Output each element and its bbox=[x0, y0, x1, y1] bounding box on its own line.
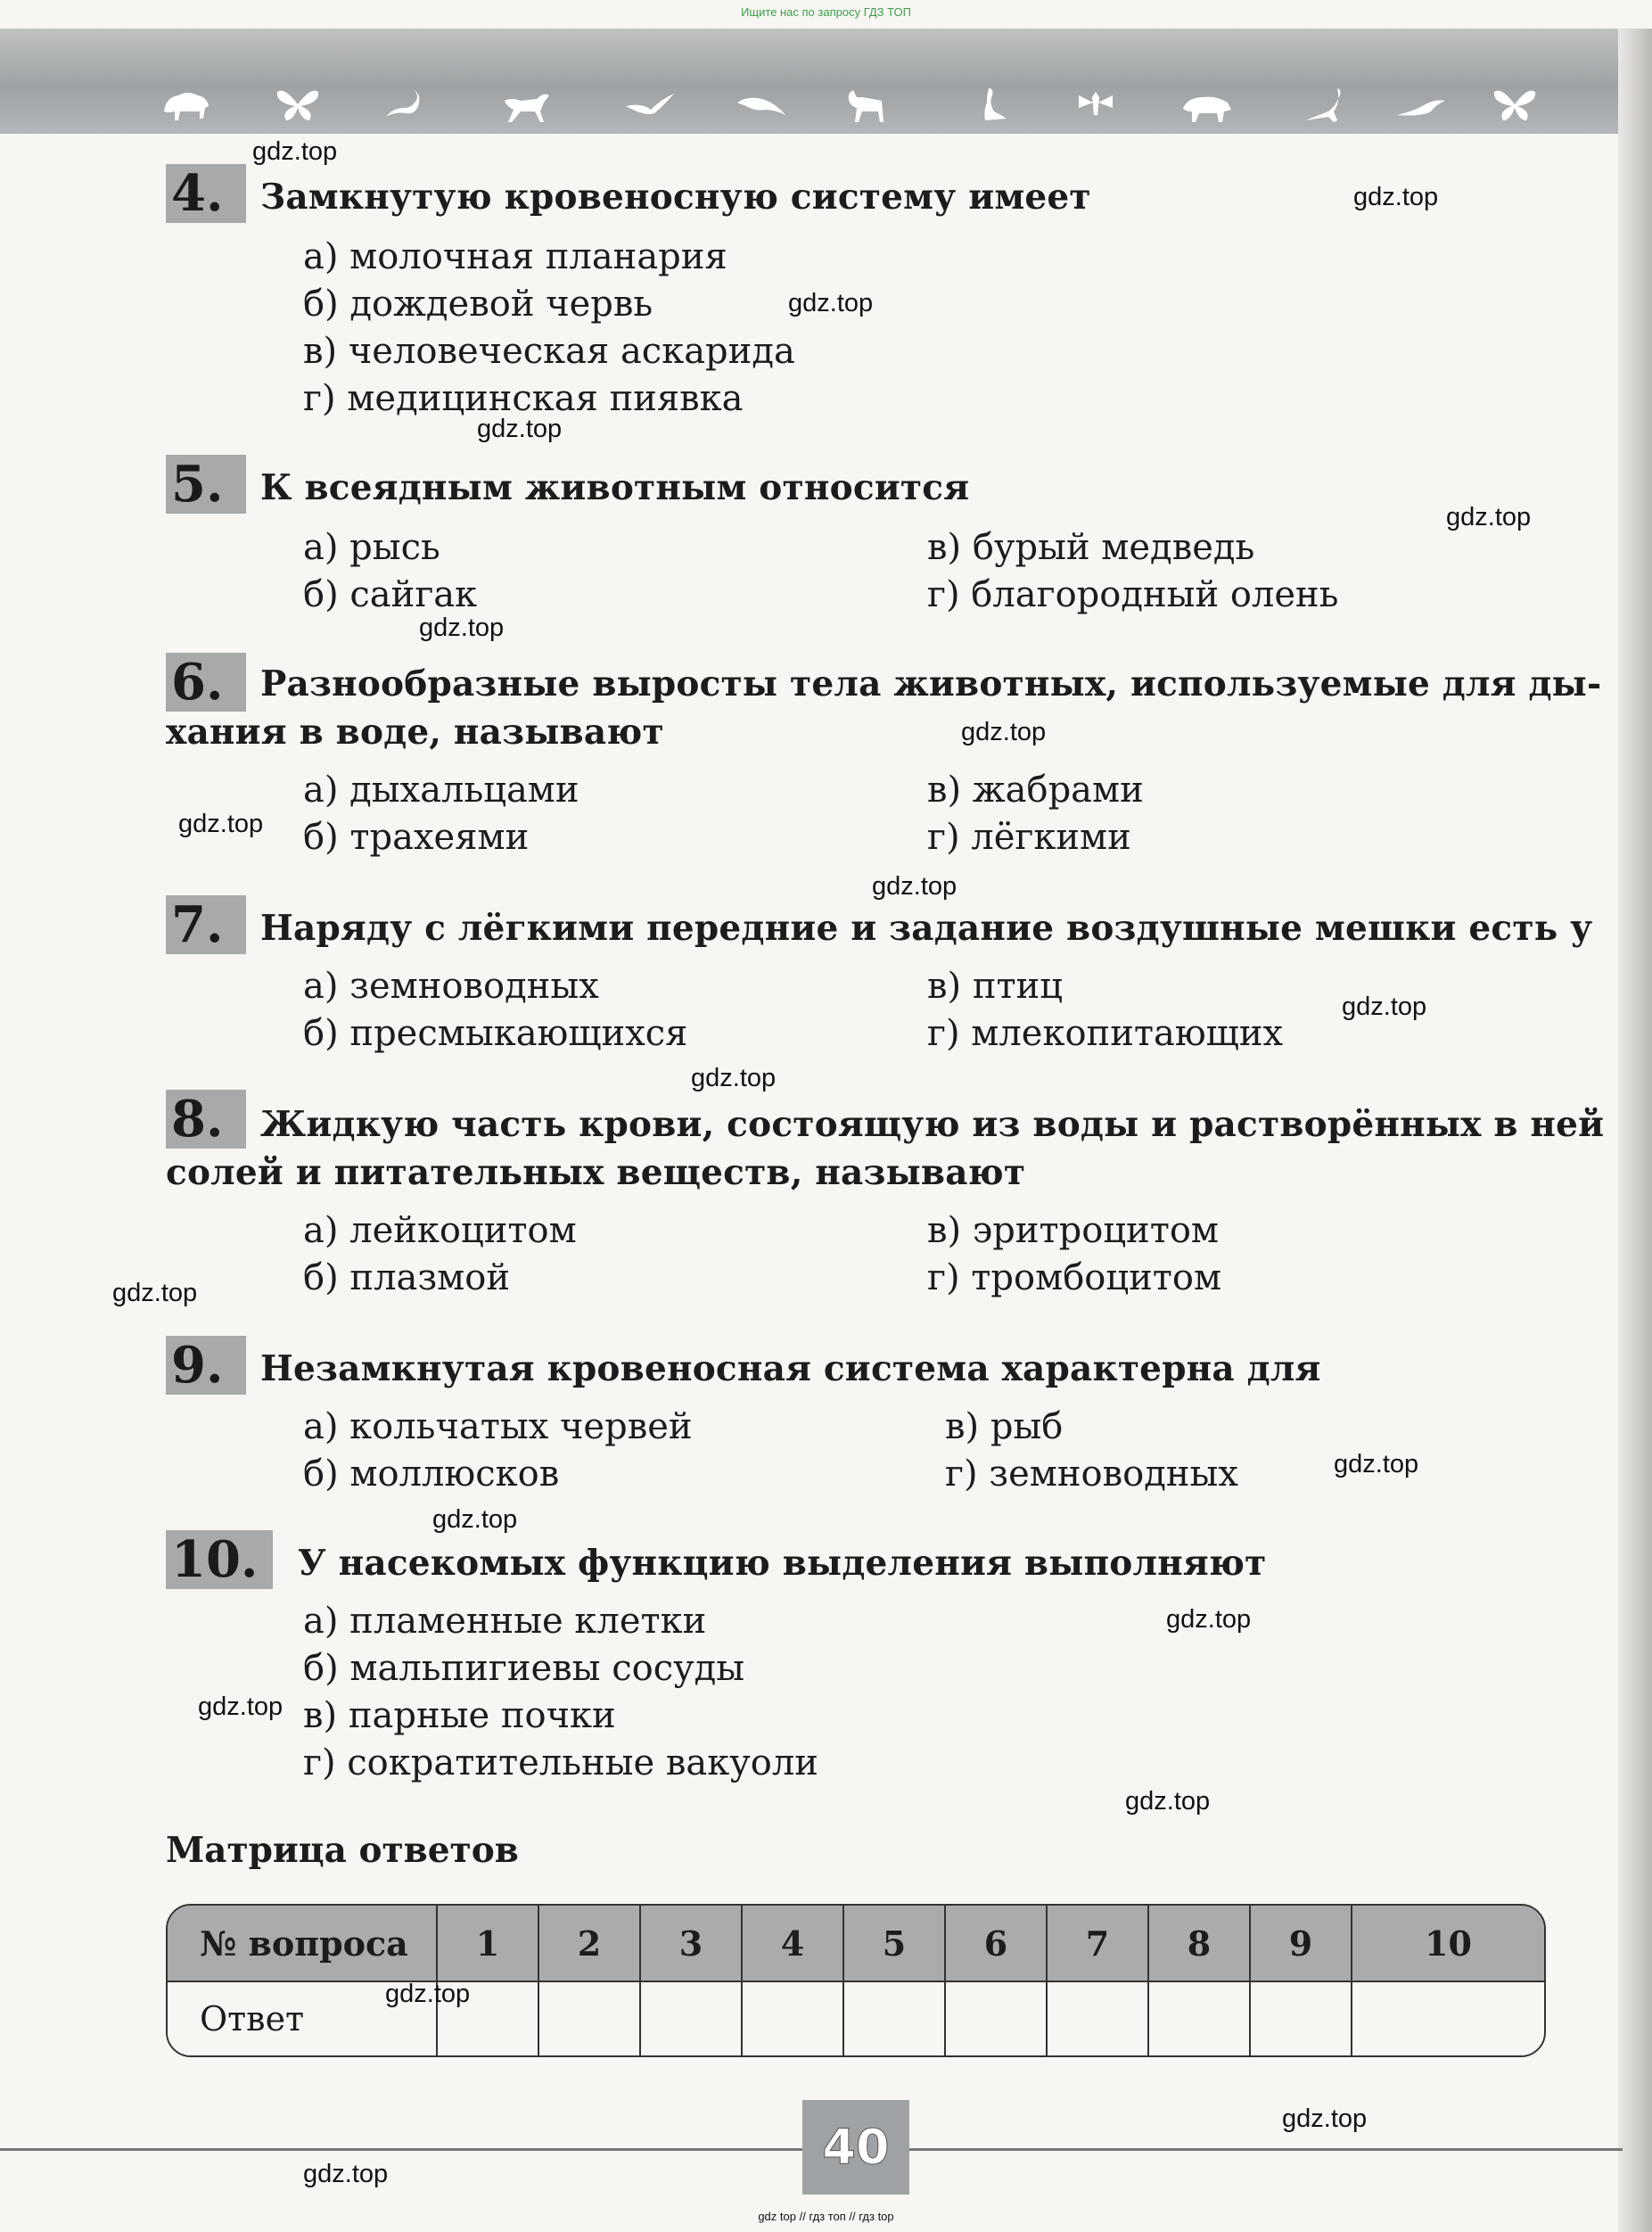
watermark: gdz.top bbox=[432, 1505, 518, 1534]
watermark: gdz.top bbox=[1125, 1787, 1211, 1816]
matrix-col-header: 3 bbox=[640, 1906, 742, 1981]
watermark: gdz.top bbox=[178, 810, 264, 838]
answer-option[interactable]: б) сайгак bbox=[303, 574, 478, 615]
footer-rule bbox=[0, 2148, 802, 2151]
bison-icon bbox=[160, 85, 212, 124]
matrix-col-header: 7 bbox=[1047, 1906, 1148, 1981]
page-number: 40 bbox=[802, 2100, 909, 2195]
question-number: 10. bbox=[166, 1530, 273, 1589]
answer-option[interactable]: в) человеческая аскарида bbox=[303, 331, 795, 372]
answer-option[interactable]: г) сократительные вакуоли bbox=[303, 1742, 818, 1783]
question-number: 9. bbox=[166, 1336, 246, 1395]
lizard-icon bbox=[1395, 85, 1447, 124]
watermark: gdz.top bbox=[198, 1693, 284, 1721]
matrix-col-header: 4 bbox=[742, 1906, 843, 1981]
answer-option[interactable]: а) молочная планария bbox=[303, 236, 727, 277]
answer-option[interactable]: а) рысь bbox=[303, 527, 440, 568]
answer-option[interactable]: в) эритроцитом bbox=[927, 1210, 1220, 1251]
moose-icon bbox=[842, 85, 894, 124]
answer-option[interactable]: г) земноводных bbox=[945, 1454, 1238, 1495]
answer-option[interactable]: г) млекопитающих bbox=[927, 1013, 1284, 1054]
answer-option[interactable]: г) благородный олень bbox=[927, 574, 1339, 615]
matrix-answer-row bbox=[168, 1981, 1544, 2055]
bird-icon bbox=[624, 85, 676, 124]
bottom-link[interactable]: gdz top // гдз топ // гдз top bbox=[758, 2210, 894, 2223]
watermark: gdz.top bbox=[872, 872, 958, 901]
matrix-answer-label: Ответ bbox=[168, 1981, 437, 2055]
horse-icon bbox=[499, 85, 551, 124]
question-number: 7. bbox=[166, 895, 246, 954]
answer-option[interactable]: б) пресмыкающихся bbox=[303, 1013, 688, 1054]
matrix-answer-cell[interactable] bbox=[640, 1981, 742, 2055]
watermark: gdz.top bbox=[303, 2160, 389, 2188]
watermark: gdz.top bbox=[477, 415, 563, 443]
question-number: 6. bbox=[166, 653, 246, 712]
question-text: солей и питательных веществ, называют bbox=[166, 1152, 1026, 1193]
scorpion-icon bbox=[379, 85, 431, 124]
insect-icon bbox=[1070, 85, 1122, 124]
question-text: Незамкнутая кровеносная система характерна для bbox=[260, 1348, 1321, 1389]
matrix-answer-cell[interactable] bbox=[1148, 1981, 1250, 2055]
watermark: gdz.top bbox=[1353, 183, 1439, 211]
answer-option[interactable]: а) земноводных bbox=[303, 966, 599, 1007]
matrix-answer-cell[interactable] bbox=[945, 1981, 1047, 2055]
dolphin-icon bbox=[736, 85, 787, 124]
answer-option[interactable]: а) лейкоцитом bbox=[303, 1210, 577, 1251]
question-text: У насекомых функцию выделения выполняют bbox=[298, 1543, 1267, 1584]
matrix-answer-cell[interactable] bbox=[538, 1981, 640, 2055]
answer-option[interactable]: в) птиц bbox=[927, 966, 1064, 1007]
answer-matrix bbox=[166, 1904, 1546, 2057]
question-number: 8. bbox=[166, 1090, 246, 1149]
answer-option[interactable]: б) плазмой bbox=[303, 1257, 510, 1298]
question-number: 4. bbox=[166, 164, 246, 223]
watermark: gdz.top bbox=[1446, 503, 1532, 531]
question-text: Замкнутую кровеносную систему имеет bbox=[260, 177, 1091, 218]
watermark: gdz.top bbox=[1282, 2104, 1368, 2133]
question-text: Наряду с лёгкими передние и задание воздушные мешки есть у bbox=[260, 908, 1593, 949]
matrix-col-header: 2 bbox=[538, 1906, 640, 1981]
question-text: К всеядным животным относится bbox=[260, 467, 970, 508]
matrix-answer-cell[interactable] bbox=[1352, 1981, 1544, 2055]
watermark: gdz.top bbox=[419, 614, 505, 642]
question-text: Разнообразные выросты тела животных, используемые для ды- bbox=[260, 663, 1602, 704]
answer-option[interactable]: б) моллюсков bbox=[303, 1454, 560, 1495]
question-text: хания в воде, называют bbox=[166, 712, 664, 753]
answer-option[interactable]: б) трахеями bbox=[303, 817, 530, 858]
answer-option[interactable]: в) парные почки bbox=[303, 1695, 616, 1736]
butterfly-icon bbox=[1489, 85, 1541, 124]
matrix-col-header: 8 bbox=[1148, 1906, 1250, 1981]
answer-option[interactable]: в) рыб bbox=[945, 1406, 1064, 1447]
watermark: gdz.top bbox=[1342, 992, 1427, 1021]
watermark: gdz.top bbox=[961, 718, 1047, 746]
answer-option[interactable]: а) пламенные клетки bbox=[303, 1601, 707, 1642]
matrix-answer-cell[interactable] bbox=[1250, 1981, 1352, 2055]
footer-rule bbox=[909, 2148, 1623, 2151]
answer-option[interactable]: г) медицинская пиявка bbox=[303, 378, 744, 419]
matrix-col-header: 5 bbox=[843, 1906, 945, 1981]
kangaroo-icon bbox=[1302, 85, 1353, 124]
watermark: gdz.top bbox=[112, 1279, 198, 1307]
matrix-answer-cell[interactable] bbox=[1047, 1981, 1148, 2055]
answer-option[interactable]: а) дыхальцами bbox=[303, 770, 579, 811]
question-text: Жидкую часть крови, состоящую из воды и растворённых в ней bbox=[260, 1104, 1605, 1145]
watermark: gdz.top bbox=[385, 1980, 471, 2008]
answer-option[interactable]: г) лёгкими bbox=[927, 817, 1131, 858]
matrix-col-header: 1 bbox=[437, 1906, 538, 1981]
answer-option[interactable]: б) дождевой червь bbox=[303, 284, 653, 325]
watermark: gdz.top bbox=[1166, 1605, 1252, 1634]
answer-option[interactable]: в) бурый медведь bbox=[927, 527, 1255, 568]
boar-icon bbox=[1181, 85, 1233, 124]
butterfly-icon bbox=[272, 85, 324, 124]
question-number: 5. bbox=[166, 455, 246, 514]
answer-option[interactable]: б) мальпигиевы сосуды bbox=[303, 1648, 745, 1689]
watermark: gdz.top bbox=[252, 137, 338, 166]
watermark: gdz.top bbox=[788, 289, 874, 317]
matrix-header-row bbox=[168, 1906, 1544, 1981]
answer-option[interactable]: в) жабрами bbox=[927, 770, 1144, 811]
watermark: gdz.top bbox=[1334, 1450, 1419, 1478]
matrix-title: Матрица ответов bbox=[166, 1830, 519, 1871]
top-link[interactable]: Ищите нас по запросу ГДЗ ТОП bbox=[741, 5, 911, 19]
matrix-answer-cell[interactable] bbox=[843, 1981, 945, 2055]
page-edge-shadow bbox=[1618, 29, 1652, 2232]
matrix-answer-cell[interactable] bbox=[742, 1981, 843, 2055]
matrix-header-label: № вопроса bbox=[168, 1906, 437, 1981]
matrix-col-header: 9 bbox=[1250, 1906, 1352, 1981]
answer-option[interactable]: а) кольчатых червей bbox=[303, 1406, 693, 1447]
watermark: gdz.top bbox=[691, 1064, 777, 1092]
matrix-col-header: 6 bbox=[945, 1906, 1047, 1981]
answer-option[interactable]: г) тромбоцитом bbox=[927, 1257, 1222, 1298]
heron-icon bbox=[967, 85, 1019, 124]
matrix-col-header: 10 bbox=[1352, 1906, 1544, 1981]
